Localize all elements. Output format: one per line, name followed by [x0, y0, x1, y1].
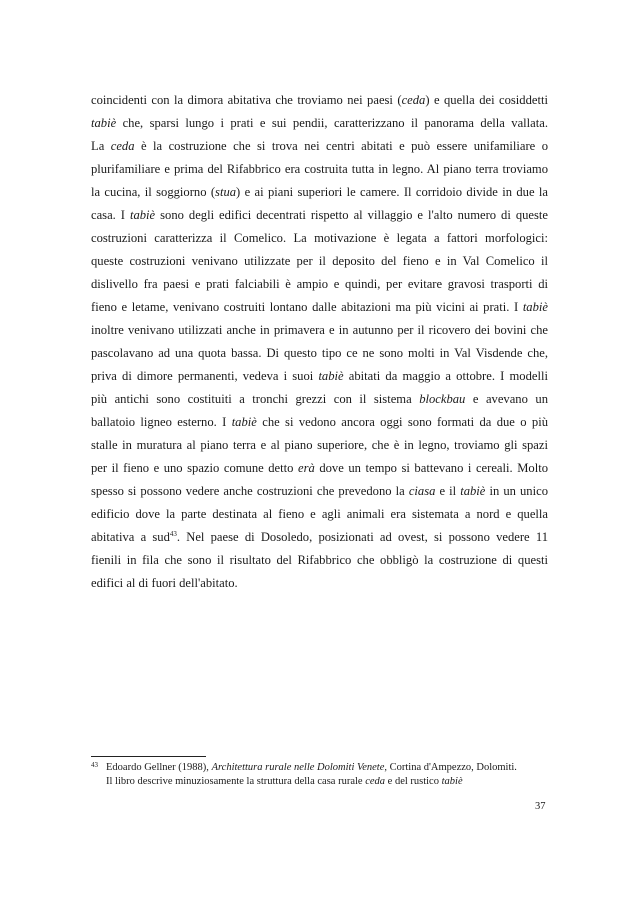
body-line: per il fieno e uno spazio comune detto erà dove un tempo si battevano i cereali. Molto [91, 461, 548, 475]
body-line: ballatoio ligneo esterno. I tabiè che si vedono ancora oggi sono formati da due o più [91, 415, 548, 429]
body-line: plurifamiliare e prima del Rifabbrico era costruita tutta in legno. Al piano terra troviamo [91, 162, 548, 176]
body-line: stalle in muratura al piano terra e al piano superiore, che è in legno, troviamo gli spazi [91, 438, 548, 452]
body-line: edificio dove la parte destinata al fieno e agli animali era sistemata a nord e quella [91, 507, 548, 521]
body-line: queste costruzioni venivano utilizzate per il deposito del fieno e in Val Comelico il [91, 254, 548, 268]
page-number: 37 [535, 801, 546, 812]
body-line: spesso si possono vedere anche costruzioni che prevedono la ciasa e il tabiè in un unico [91, 484, 548, 498]
body-line: fieno e letame, venivano costruiti lontano dalle abitazioni ma più vicini ai prati. I tabiè [91, 300, 548, 314]
body-line: inoltre venivano utilizzati anche in primavera e in autunno per il ricovero dei bovini che [91, 323, 548, 337]
body-line: casa. I tabiè sono degli edifici decentrati rispetto al villaggio e l'alto numero di queste [91, 208, 548, 222]
body-line: tabiè che, sparsi lungo i prati e sui pendii, caratterizzano il panorama della vallata. [91, 116, 548, 130]
body-line: coincidenti con la dimora abitativa che troviamo nei paesi (ceda) e quella dei cosiddetti [91, 93, 548, 107]
body-line: pascolavano ad una quota bassa. Di questo tipo ce ne sono molti in Val Visdende che, [91, 346, 548, 360]
footnote-reference: 43 [169, 530, 177, 538]
body-line: priva di dimore permanenti, vedeva i suoi tabiè abitati da maggio a ottobre. I modelli [91, 369, 548, 383]
footnote-line: Il libro descrive minuziosamente la struttura della casa rurale ceda e del rustico tabiè [106, 776, 463, 787]
body-line: edifici al di fuori dell'abitato. [91, 576, 238, 590]
body-line: dislivello fra paesi e prati falciabili è ampio e quindi, per evitare gravosi trasporti di [91, 277, 548, 291]
body-line: più antichi sono costituiti a tronchi grezzi con il sistema blockbau e avevano un [91, 392, 548, 406]
body-line: fienili in fila che sono il risultato del Rifabbrico che obbligò la costruzione di questi [91, 553, 548, 567]
body-line: la cucina, il soggiorno (stua) e ai piani superiori le camere. Il corridoio divide in due la [91, 185, 548, 199]
body-line: abitativa a sud$^{43}$. Nel paese di Dosoledo, posizionati ad ovest, si possono vedere 11 [91, 530, 548, 544]
footnote-line: Edoardo Gellner (1988), Architettura rurale nelle Dolomiti Venete, Cortina d'Ampezzo, Dolomiti. [106, 762, 517, 773]
body-line: costruzioni caratterizza il Comelico. La motivazione è legata a fattori morfologici: [91, 231, 548, 245]
footnote-separator [91, 756, 206, 757]
footnote-number: 43 [91, 761, 98, 769]
body-line: La ceda è la costruzione che si trova nei centri abitati e può essere unifamiliare o [91, 139, 548, 153]
